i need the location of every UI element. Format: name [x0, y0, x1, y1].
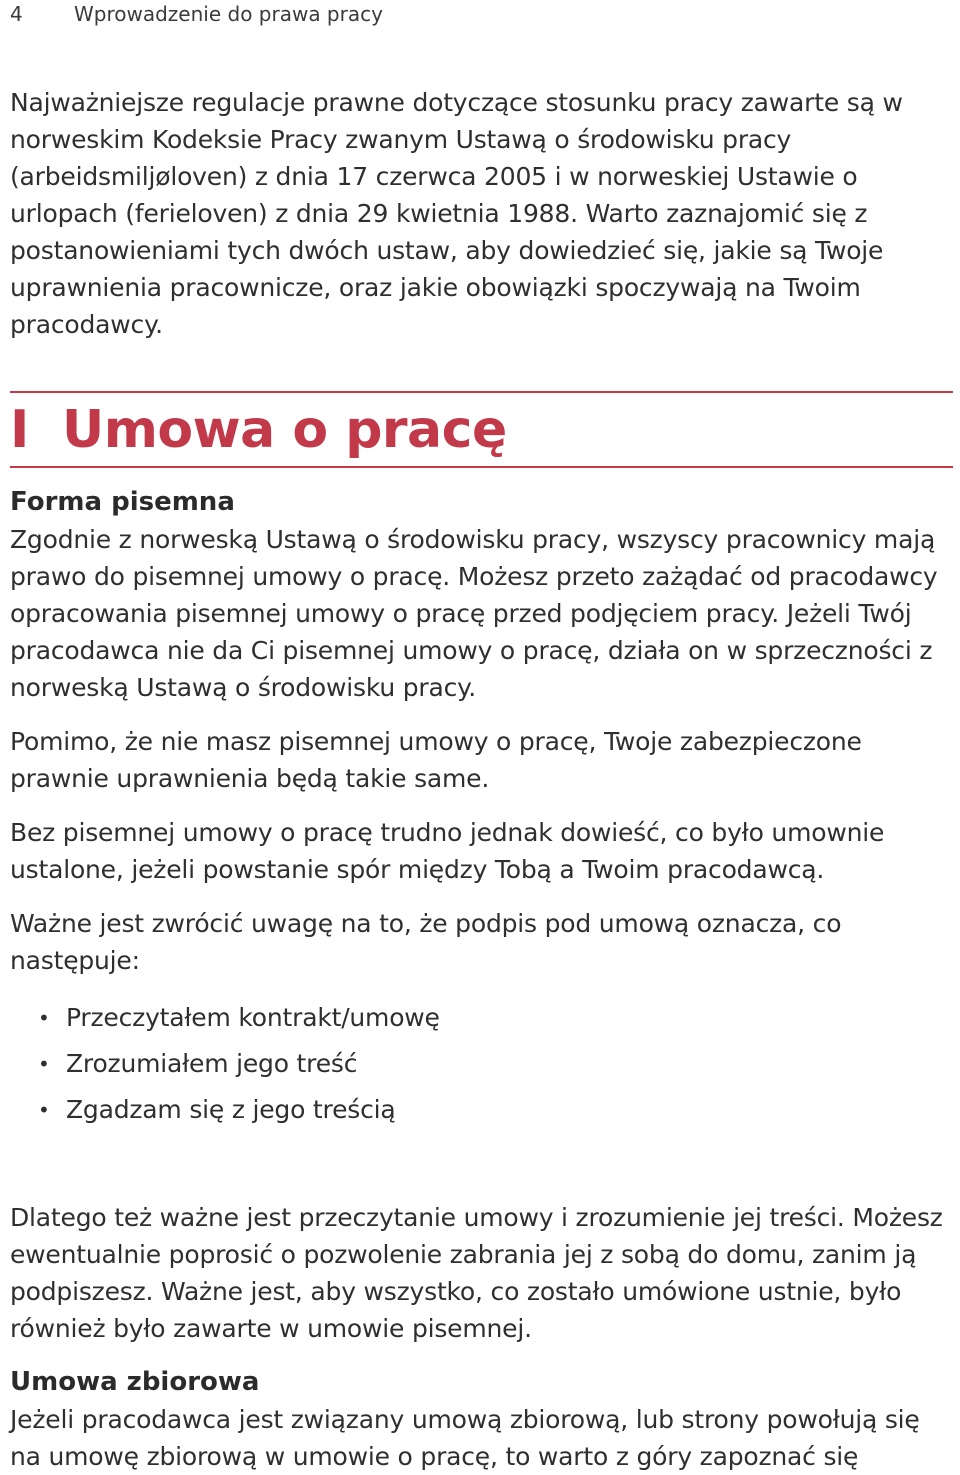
page-content [10, 84, 950, 1475]
paragraph: Dlatego też ważne jest przeczytanie umowy i zrozumienie jej treści. Możesz ewentualnie poprosić o pozwolenie zabrania jej z sobą do domu, zanim ją podpiszesz. Ważne jest, aby wszystko, co zostało umówione ustnie, było również było zawarte w umowie pisemnej. [10, 1203, 943, 1343]
page-number: 4 [10, 2, 23, 26]
paragraph: Zgodnie z norweską Ustawą o środowisku pracy, wszyscy pracownicy mają prawo do pisemnej umowy o pracę. Możesz przeto zażądać od pracodawcy opracowania pisemnej umowy o pracę przed podjęciem pracy. Jeżeli Twój pracodawca nie da Ci pisemnej umowy o pracę, działa on w sprzeczności z norweską Ustawą o środowisku pracy. [10, 525, 938, 702]
bullet-icon: • [38, 1052, 50, 1076]
list-item-text: Przeczytałem kontrakt/umowę [66, 1003, 440, 1032]
section-heading-umowa-zbiorowa: Umowa zbiorowa [10, 1367, 260, 1397]
section-heading-forma-pisemna: Forma pisemna [10, 487, 235, 517]
page-header [10, 0, 383, 30]
chapter-heading [10, 391, 953, 468]
list-item [10, 1087, 950, 1133]
bullet-icon: • [38, 1006, 50, 1030]
list-item-text: Zgadzam się z jego treścią [66, 1095, 396, 1124]
chapter-number: I [10, 400, 29, 460]
list-item [10, 1041, 950, 1087]
chapter-title: Umowa o pracę [62, 400, 507, 460]
list-item [10, 995, 950, 1041]
running-title: Wprowadzenie do prawa pracy [74, 2, 383, 26]
signature-meaning-list [10, 995, 950, 1133]
paragraph: Ważne jest zwrócić uwagę na to, że podpis pod umową oznacza, co następuje: [10, 909, 842, 975]
paragraph: Bez pisemnej umowy o pracę trudno jednak dowieść, co było umownie ustalone, jeżeli powstanie spór między Tobą a Twoim pracodawcą. [10, 818, 885, 884]
bullet-icon: • [38, 1098, 50, 1122]
intro-paragraph: Najważniejsze regulacje prawne dotyczące stosunku pracy zawarte są w norweskim Kodeksie Pracy zwanym Ustawą o środowisku pracy (arbeidsmiljøloven) z dnia 17 czerwca 2005 i w norweskiej Ustawie o urlopach (ferieloven) z dnia 29 kwietnia 1988. Warto zaznajomić się z postanowieniami tych dwóch ustaw, aby dowiedzieć się, jakie są Twoje uprawnienia pracownicze, oraz jakie obowiązki spoczywają na Twoim pracodawcy. [10, 88, 903, 339]
paragraph: Jeżeli pracodawca jest związany umową zbiorową, lub strony powołują się na umowę zbiorową w umowie o pracę, to warto z góry zapoznać się [10, 1405, 920, 1471]
list-item-text: Zrozumiałem jego treść [66, 1049, 358, 1078]
paragraph: Pomimo, że nie masz pisemnej umowy o pracę, Twoje zabezpieczone prawnie uprawnienia będą takie same. [10, 727, 862, 793]
